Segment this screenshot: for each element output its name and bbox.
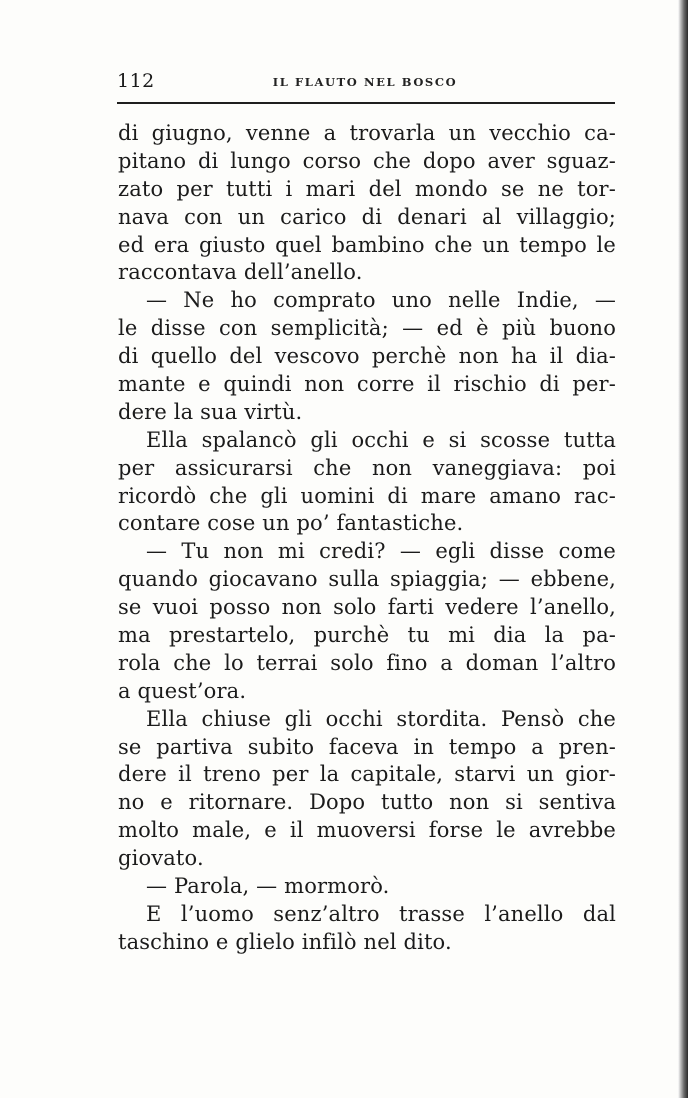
page-number: 112 <box>117 70 155 92</box>
text-line: di giugno, venne a trovarla un vecchio ca- <box>118 121 616 145</box>
text-line: — Parola, — mormorò. <box>146 874 390 899</box>
text-line: giovato. <box>118 846 204 871</box>
text-line: di quello del vescovo perchè non ha il dia- <box>118 344 616 369</box>
text-line: ed era giusto quel bambino che un tempo le <box>118 232 616 257</box>
text-line: zato per tutti i mari del mondo se ne tor- <box>118 176 616 201</box>
text-line: — Tu non mi credi? — egli disse come <box>146 539 616 564</box>
text-line: mante e quindi non corre il rischio di per- <box>118 372 616 397</box>
text-line: dere la sua virtù. <box>118 399 303 424</box>
header-rule <box>117 102 615 104</box>
page-header <box>117 70 613 94</box>
text-line: no e ritornare. Dopo tutto non si sentiva <box>118 790 616 815</box>
text-line: pitano di lungo corso che dopo aver sguaz- <box>118 148 616 173</box>
text-line: le disse con semplicità; — ed è più buono <box>118 316 616 341</box>
text-line: a quest’ora. <box>118 678 247 703</box>
text-line: raccontava dell’anello. <box>118 260 363 285</box>
running-title: IL FLAUTO NEL BOSCO <box>272 75 458 89</box>
text-line: quando giocavano sulla spiaggia; — ebbene, <box>118 567 616 592</box>
text-line: molto male, e il muoversi forse le avrebbe <box>118 818 616 843</box>
text-line: dere il treno per la capitale, starvi un gior- <box>118 762 616 787</box>
text-line: Ella spalancò gli occhi e si scosse tutta <box>146 427 616 452</box>
text-line: rola che lo terrai solo fino a doman l’altro <box>118 650 616 675</box>
text-line: ma prestartelo, purchè tu mi dia la pa- <box>118 623 616 648</box>
text-line: nava con un carico di denari al villaggio; <box>118 204 616 229</box>
text-line: Ella chiuse gli occhi stordita. Pensò che <box>146 706 616 731</box>
page-gutter-shadow <box>678 0 688 1098</box>
text-line: contare cose un po’ fantastiche. <box>118 511 464 536</box>
text-line: se vuoi posso non solo farti vedere l’anello, <box>118 595 616 620</box>
text-line: ricordò che gli uomini di mare amano rac- <box>118 483 616 508</box>
text-line: per assicurarsi che non vaneggiava: poi <box>118 455 616 480</box>
text-line: se partiva subito faceva in tempo a pren- <box>118 734 616 759</box>
body-text <box>118 120 616 957</box>
text-line: taschino e glielo infilò nel dito. <box>118 929 452 954</box>
text-line: — Ne ho comprato uno nelle Indie, — <box>146 288 616 313</box>
text-line: E l’uomo senz’altro trasse l’anello dal <box>146 901 616 926</box>
